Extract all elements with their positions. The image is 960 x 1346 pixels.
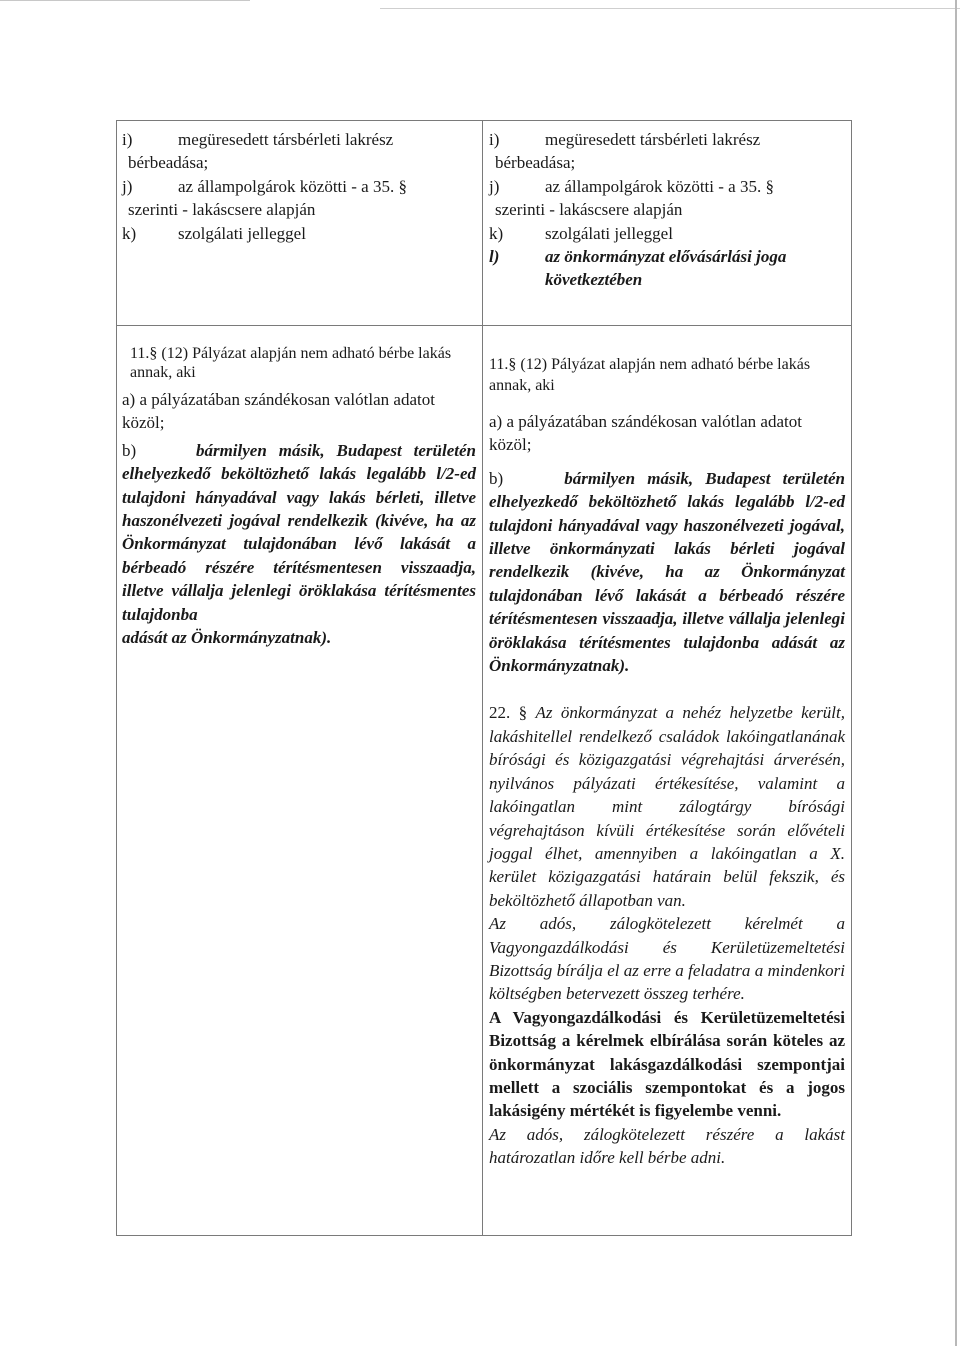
scan-edge-top-line	[380, 8, 960, 9]
item-text: szolgálati jelleggel	[178, 223, 306, 243]
item-label: l)	[489, 247, 500, 267]
point-b	[489, 467, 845, 678]
item-label: j)	[489, 176, 500, 196]
point-a: a) a pályázatában szándékosan valótlan adatot közöl;	[122, 390, 435, 433]
section-heading: 11.§ (12) Pályázat alapján nem adható bérbe lakás annak, aki	[130, 345, 452, 381]
item-continuation: bérbeadása;	[128, 153, 209, 173]
item-text: szolgálati jelleggel	[545, 223, 673, 243]
item-i	[489, 128, 845, 151]
scan-edge-top	[0, 0, 250, 1]
item-text: az önkormányzat elővásárlási joga	[545, 247, 787, 267]
item-j	[122, 175, 476, 198]
item-label: i)	[122, 130, 133, 149]
section-text: Az önkormányzat a nehéz helyzetbe került, lakáshitellel rendelkező családok lakóingatlanának bírósági és közigazgatási végrehajtási árverésén, nyilvános pályázati értékesítése, valamint a lakóingatlan mint zálogtárgy bírósági végrehajtáson kívüli értékesítése során elővételi joggal élhet, amennyiben a lakóingatlan a X. kerület közigazgatási határain belül fekszik, és beköltözhető állapotban van.	[489, 703, 846, 910]
item-label: k)	[122, 223, 137, 243]
item-text: megüresedett társbérleti lakrész	[178, 130, 394, 149]
item-text: az állampolgárok közötti - a 35. §	[178, 176, 407, 196]
point-b	[122, 439, 476, 626]
point-label: b)	[122, 440, 137, 460]
item-label: j)	[122, 176, 133, 196]
column-divider	[482, 120, 483, 1236]
row-divider	[116, 325, 852, 326]
section-paragraph-3: A Vagyongazdálkodási és Kerületüzemeltetési Bizottság a kérelmek elbírálása során köteles az önkormányzat lakásgazdálkodási szempontjai mellett a szociális szempontokat és a jogos lakásigény mértékét is figyelembe venni.	[489, 1007, 845, 1121]
section-paragraph-4: Az adós, zálogkötelezett részére a lakást határozatlan időre kell bérbe adni.	[489, 1124, 845, 1168]
item-continuation: bérbeadása;	[495, 153, 576, 173]
item-k	[489, 222, 845, 245]
row2-left-cell	[122, 344, 476, 649]
item-continuation: szerinti - lakáscsere alapján	[128, 200, 316, 220]
point-label: b)	[489, 468, 504, 488]
row1-right-cell	[489, 128, 845, 292]
item-j	[489, 175, 845, 198]
point-a: a) a pályázatában szándékosan valótlan adatot közöl;	[489, 412, 802, 455]
point-text: bármilyen másik, Budapest területén elhelyezkedő beköltözhető lakás legalább l/2-ed tulajdoni hányadával vagy lakás bérleti, illetve haszonélvezeti jogával rendelkezik (kivéve, ha az Önkormányzat tulajdonában lévő lakását a bérbeadó részére térítésmentesen visszaadja, illetve vállalja jelenlegi öröklakása térítésmentes tulajdonba	[122, 440, 476, 624]
point-text: bármilyen másik, Budapest területén elhelyezkedő beköltözhető lakás legalább l/2-ed tulajdoni hányadával vagy haszonélvezeti jogával, illetve önkormányzati lakás bérleti jogával rendelkezik (kivéve, ha az Önkormányzat tulajdonában lévő lakását a bérbeadó részére térítésmentesen visszaadja, illetve vállalja jelenlegi öröklakása térítésmentes tulajdonba adását az Önkormányzatnak).	[489, 468, 845, 676]
row1-left-cell	[122, 128, 476, 245]
row2-right-cell	[489, 354, 845, 1170]
item-continuation: szerinti - lakáscsere alapján	[495, 200, 683, 220]
item-label: i)	[489, 130, 500, 149]
section-number: 22. §	[489, 703, 528, 723]
item-label: k)	[489, 223, 504, 243]
scan-edge-right	[955, 0, 957, 1346]
section-22	[489, 701, 845, 912]
item-text: az állampolgárok közötti - a 35. §	[545, 176, 774, 196]
item-l	[489, 245, 845, 268]
section-heading: 11.§ (12) Pályázat alapján nem adható bérbe lakás annak, aki	[489, 356, 811, 394]
section-paragraph-2: Az adós, zálogkötelezett kérelmét a Vagyongazdálkodási és Kerületüzemeltetési Bizottság bírálja el az erre a feladatra a mindenkori költségben betervezett összeg terhére.	[489, 914, 845, 1004]
item-i	[122, 128, 476, 151]
point-continuation: adását az Önkormányzatnak).	[122, 628, 332, 648]
item-k	[122, 222, 476, 245]
item-text: megüresedett társbérleti lakrész	[545, 130, 761, 149]
item-continuation: következtében	[545, 270, 643, 290]
